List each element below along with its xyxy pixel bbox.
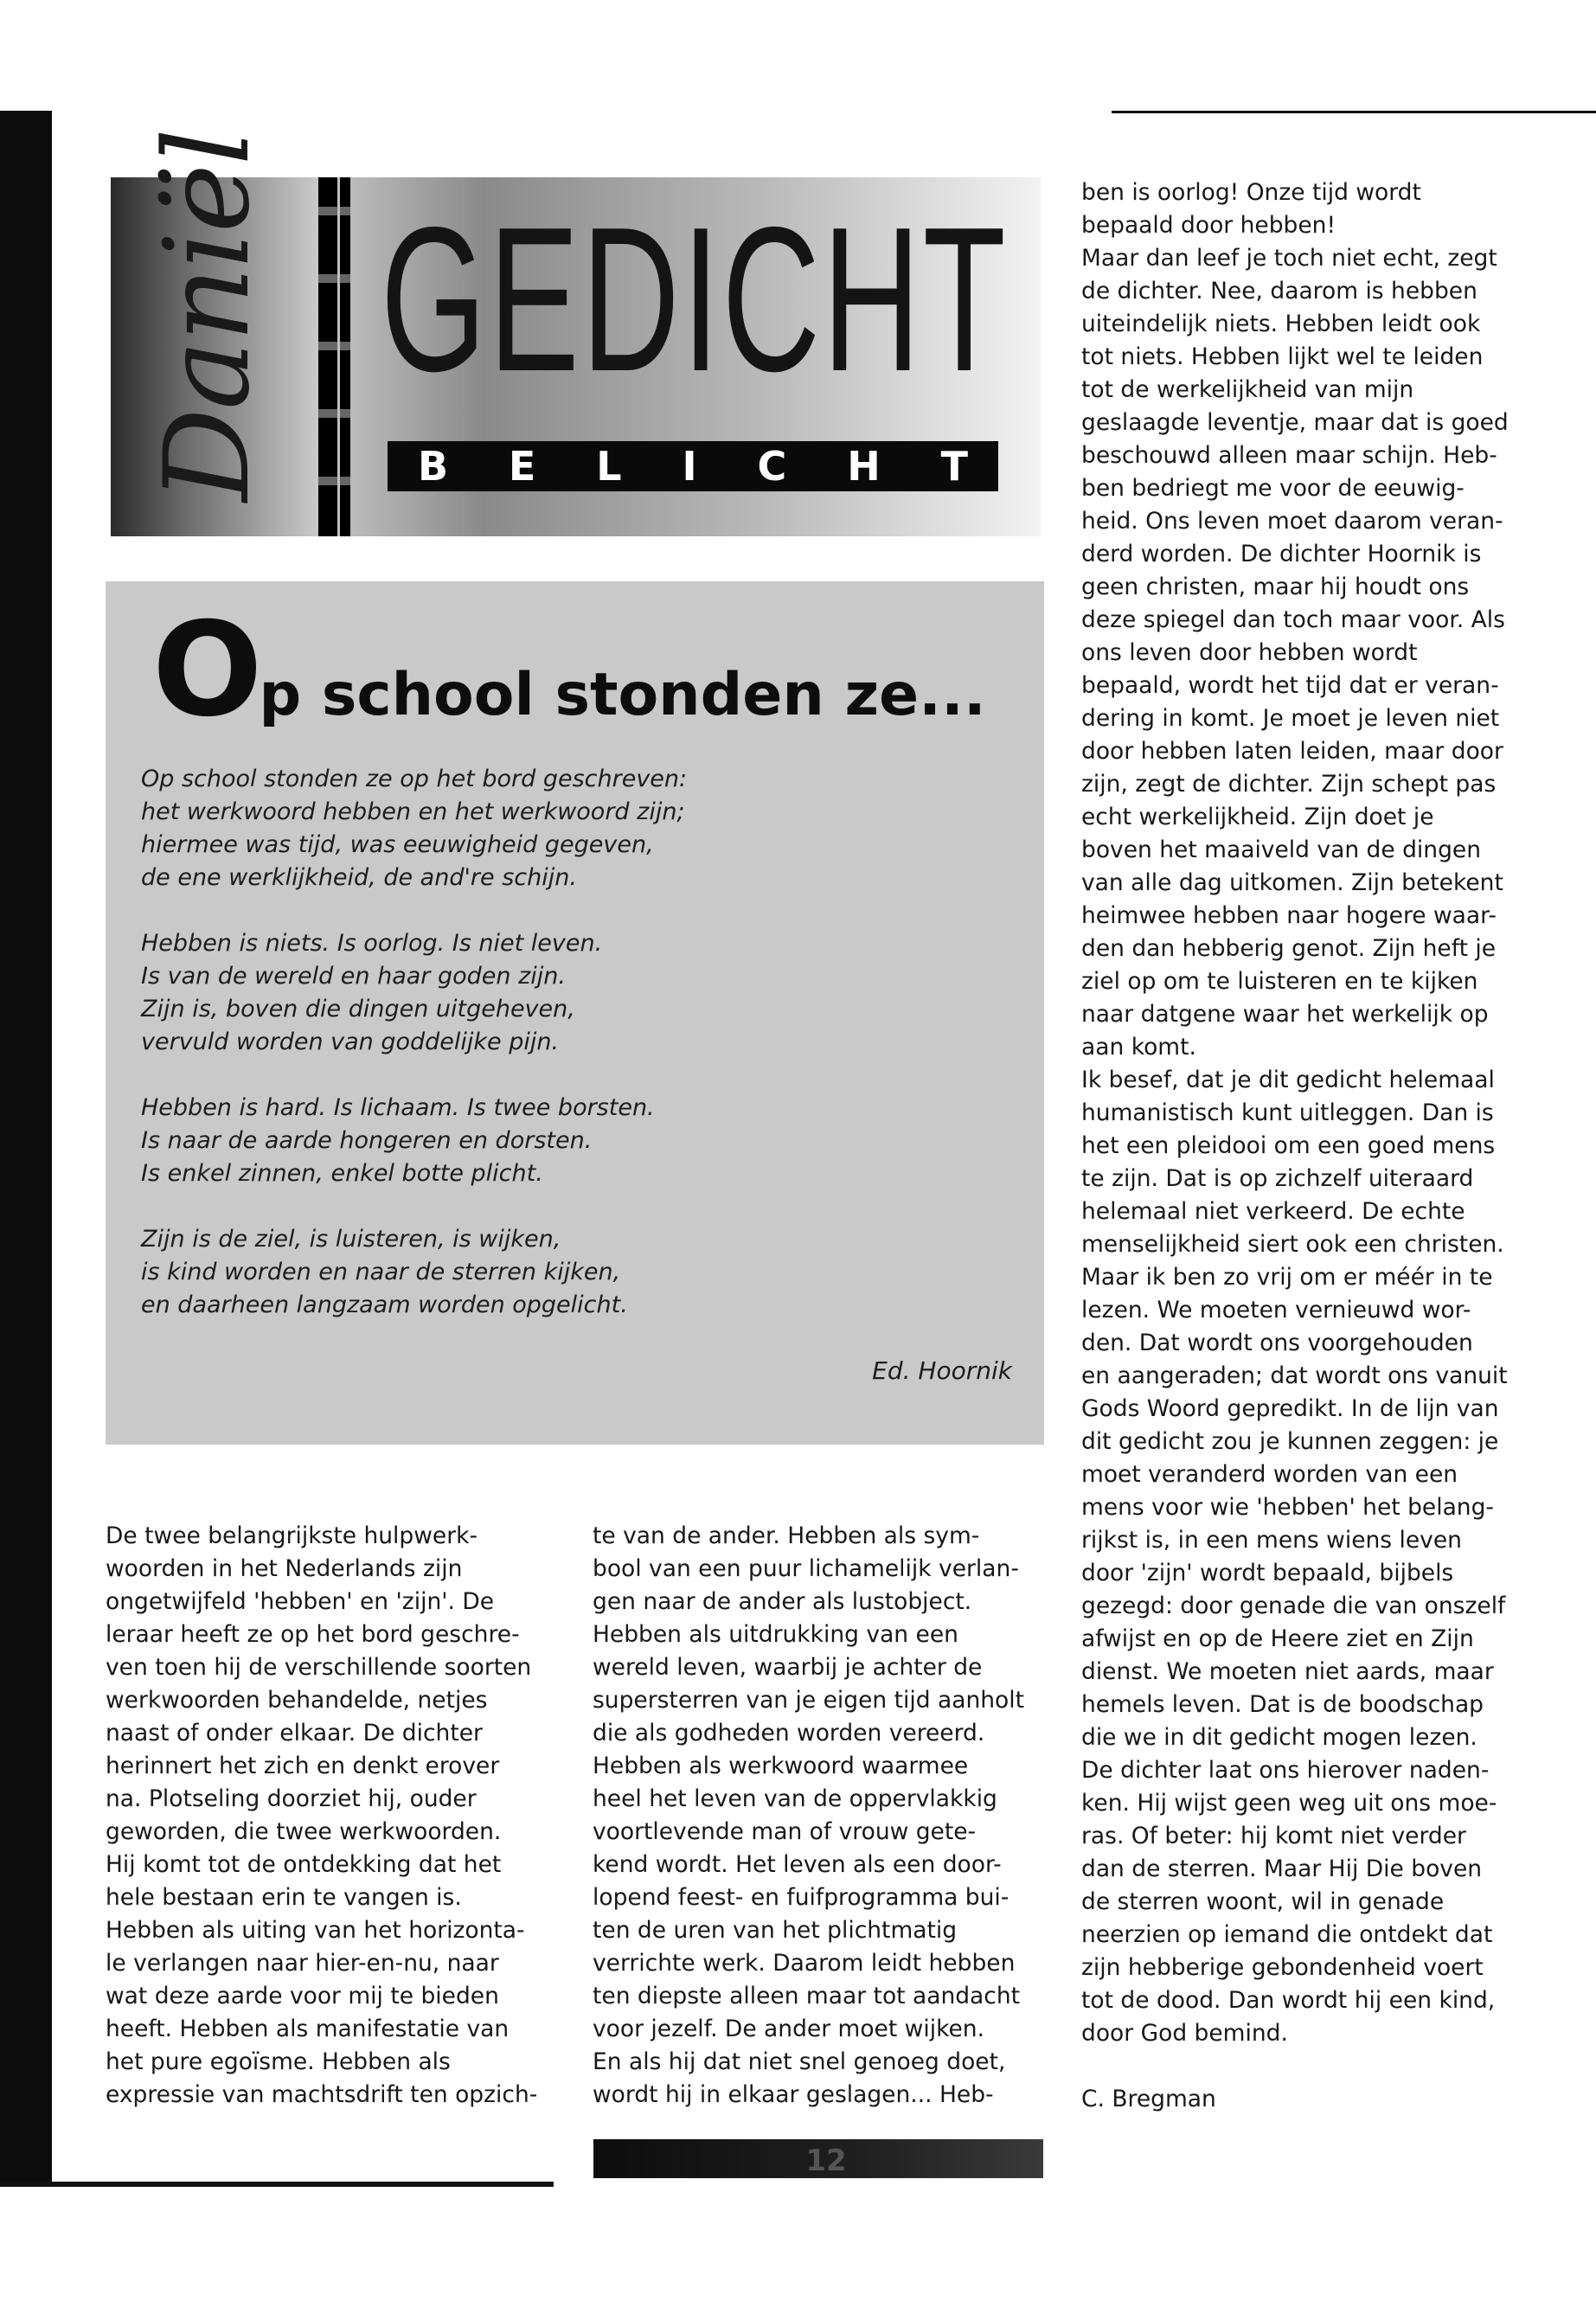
- article-line: aan komt.: [1081, 1034, 1196, 1061]
- article-line: te zijn. Dat is op zichzelf uiteraard: [1081, 1165, 1474, 1192]
- sub-letter: L: [596, 443, 622, 490]
- article-line: hemels leven. Dat is de boodschap: [1081, 1691, 1484, 1718]
- article-line: Ik besef, dat je dit gedicht helemaal: [1081, 1067, 1495, 1093]
- poem-stanza: [141, 1223, 1006, 1322]
- article-line: echt werkelijkheid. Zijn doet je: [1081, 804, 1434, 830]
- poem-title: [152, 595, 1017, 746]
- poem-author: Ed. Hoornik: [872, 1356, 1012, 1385]
- poem-stanza: [141, 1092, 1006, 1190]
- poem-line: de ene werklijkheid, de and're schijn.: [141, 864, 577, 891]
- article-line: tot niets. Hebben lijkt wel te leiden: [1081, 343, 1484, 370]
- article-line: dienst. We moeten niet aards, maar: [1081, 1658, 1494, 1685]
- page-number: 12: [805, 2144, 847, 2178]
- article-line: door 'zijn' wordt bepaald, bijbels: [1081, 1560, 1454, 1586]
- article-line: moet veranderd worden van een: [1081, 1461, 1458, 1488]
- article-line: ven toen hij de verschillende soorten: [106, 1654, 532, 1681]
- article-line: gen naar de ander als lustobject.: [593, 1588, 972, 1615]
- sub-letter: C: [757, 443, 787, 490]
- article-line: le verlangen naar hier-en-nu, naar: [106, 1950, 499, 1977]
- article-line: ken. Hij wijst geen weg uit ons moe-: [1081, 1790, 1497, 1817]
- article-line: ten de uren van het plichtmatig: [593, 1917, 958, 1944]
- poem-line: Zijn is, boven die dingen uitgeheven,: [141, 996, 575, 1022]
- article-line: menselijkheid siert ook een christen.: [1081, 1231, 1504, 1258]
- article-line: na. Plotseling doorziet hij, ouder: [106, 1785, 477, 1812]
- header-script-word: Daniël: [139, 130, 275, 502]
- article-line: ongetwijfeld 'hebben' en 'zijn'. De: [106, 1588, 495, 1615]
- article-line: expressie van machtsdrift ten opzich-: [106, 2081, 538, 2108]
- poem-stanza: [141, 763, 1006, 894]
- article-line: die we in dit gedicht mogen lezen.: [1081, 1724, 1477, 1751]
- article-column-left: [106, 1520, 568, 2112]
- article-line: ten diepste alleen maar tot aandacht: [593, 1983, 1021, 2009]
- article-line: ons leven door hebben wordt: [1081, 639, 1418, 666]
- article-line: naar datgene waar het werkelijk op: [1081, 1001, 1489, 1028]
- article-line: geworden, die twee werkwoorden.: [106, 1818, 502, 1845]
- article-line: het een pleidooi om een goed mens: [1081, 1132, 1496, 1159]
- article-line: derd worden. De dichter Hoornik is: [1081, 541, 1482, 567]
- article-line: Hebben als uiting van het horizonta-: [106, 1917, 525, 1944]
- poem-line: is kind worden en naar de sterren kijken,: [141, 1259, 621, 1285]
- article-line: helemaal niet verkeerd. De echte: [1081, 1198, 1465, 1225]
- article-line: ras. Of beter: hij komt niet verder: [1081, 1823, 1466, 1849]
- wave-ornament-left: [318, 177, 337, 536]
- poem-stanza: [141, 927, 1006, 1059]
- article-line: kend wordt. Het leven als een door-: [593, 1851, 1002, 1878]
- poem-line: Zijn is de ziel, is luisteren, is wijken,: [141, 1226, 561, 1253]
- article-line: heeft. Hebben als manifestatie van: [106, 2016, 510, 2042]
- article-line: dering in komt. Je moet je leven niet: [1081, 705, 1500, 732]
- poem-line: Is naar de aarde hongeren en dorsten.: [141, 1127, 593, 1154]
- article-line: herinnert het zich en denkt erover: [106, 1753, 500, 1779]
- article-line: dan de sterren. Maar Hij Die boven: [1081, 1856, 1483, 1882]
- poem-line: het werkwoord hebben en het werkwoord zijn;: [141, 798, 685, 825]
- article-line: zijn, zegt de dichter. Zijn schept pas: [1081, 771, 1497, 798]
- article-line: voortlevende man of vrouw gete-: [593, 1818, 977, 1845]
- header-main-word: GEDICHT: [381, 185, 1009, 414]
- article-line: lezen. We moeten vernieuwd wor-: [1081, 1297, 1471, 1324]
- article-line: boven het maaiveld van de dingen: [1081, 836, 1481, 863]
- article-line: werkwoorden behandelde, netjes: [106, 1687, 488, 1714]
- article-line: door hebben laten leiden, maar door: [1081, 738, 1503, 765]
- sub-letter: H: [847, 443, 881, 490]
- article-line: den dan hebberig genot. Zijn heft je: [1081, 935, 1497, 962]
- article-line: ben bedriegt me voor de eeuwig-: [1081, 475, 1465, 502]
- article-line: naast of onder elkaar. De dichter: [106, 1720, 483, 1747]
- article-line: mens voor wie 'hebben' het belang-: [1081, 1494, 1494, 1521]
- article-line: den. Dat wordt ons voorgehouden: [1081, 1330, 1473, 1356]
- article-line: tot de dood. Dan wordt hij een kind,: [1081, 1987, 1496, 2014]
- article-line: geen christen, maar hij houdt ons: [1081, 574, 1470, 600]
- article-line: tot de werkelijkheid van mijn: [1081, 376, 1414, 403]
- poem-text: [141, 763, 1006, 1334]
- article-line: die als godheden worden vereerd.: [593, 1720, 985, 1747]
- article-line: verrichte werk. Daarom leidt hebben: [593, 1950, 1016, 1977]
- sub-letter: B: [417, 443, 449, 490]
- article-line: het pure egoïsme. Hebben als: [106, 2048, 451, 2075]
- article-line: heel het leven van de oppervlakkig: [593, 1785, 997, 1812]
- sub-letter: I: [682, 443, 697, 490]
- article-line: Maar ik ben zo vrij om er méér in te: [1081, 1264, 1493, 1291]
- poem-line: Hebben is niets. Is oorlog. Is niet leven.: [141, 930, 603, 957]
- poem-line: Hebben is hard. Is lichaam. Is twee borsten.: [141, 1094, 655, 1121]
- poem-line: Is van de wereld en haar goden zijn.: [141, 963, 566, 990]
- article-line: van alle dag uitkomen. Zijn betekent: [1081, 869, 1503, 896]
- article-line: Gods Woord gepredikt. In de lijn van: [1081, 1395, 1499, 1422]
- article-line: En als hij dat niet snel genoeg doet,: [593, 2048, 1006, 2075]
- article-line: ben is oorlog! Onze tijd wordt: [1081, 179, 1421, 206]
- poem-line: Is enkel zinnen, enkel botte plicht.: [141, 1160, 543, 1187]
- article-line: rijkst is, in een mens wiens leven: [1081, 1527, 1462, 1554]
- bottom-rule: [0, 2182, 554, 2187]
- article-line: wordt hij in elkaar geslagen... Heb-: [593, 2081, 994, 2108]
- article-line: de sterren woont, wil in genade: [1081, 1888, 1445, 1915]
- article-line: dit gedicht zou je kunnen zeggen: je: [1081, 1428, 1499, 1455]
- scan-left-edge: [0, 111, 52, 2187]
- article-line: beschouwd alleen maar schijn. Heb-: [1081, 442, 1497, 469]
- article-line: De dichter laat ons hierover naden-: [1081, 1757, 1490, 1784]
- article-line: bepaald door hebben!: [1081, 212, 1336, 239]
- article-line: wereld leven, waarbij je achter de: [593, 1654, 983, 1681]
- article-line: de dichter. Nee, daarom is hebben: [1081, 278, 1477, 304]
- poem-title-rest: p school stonden ze...: [259, 661, 986, 729]
- article-line: afwijst en op de Heere ziet en Zijn: [1081, 1625, 1474, 1652]
- article-line: humanistisch kunt uitleggen. Dan is: [1081, 1099, 1494, 1126]
- article-line: gezegd: door genade die van onszelf: [1081, 1593, 1506, 1619]
- article-line: ziel op om te luisteren en te kijken: [1081, 968, 1478, 995]
- poem-line: Op school stonden ze op het bord geschreven:: [141, 766, 688, 792]
- article-column-right: [1081, 176, 1548, 2116]
- article-line: bepaald, wordt het tijd dat er veran-: [1081, 672, 1499, 699]
- sub-letter: E: [508, 443, 536, 490]
- article-author: C. Bregman: [1081, 2086, 1216, 2112]
- article-line: te van de ander. Hebben als sym-: [593, 1522, 980, 1549]
- article-line: Hebben als uitdrukking van een: [593, 1621, 958, 1648]
- article-line: hele bestaan erin te vangen is.: [106, 1884, 462, 1911]
- article-line: uiteindelijk niets. Hebben leidt ook: [1081, 311, 1481, 337]
- article-line: zijn hebberige gebondenheid voert: [1081, 1954, 1484, 1981]
- article-line: en aangeraden; dat wordt ons vanuit: [1081, 1362, 1508, 1389]
- article-line: De twee belangrijkste hulpwerk-: [106, 1522, 478, 1549]
- article-line: heimwee hebben naar hogere waar-: [1081, 902, 1497, 929]
- wave-ornament-right: [340, 177, 350, 536]
- article-line: leraar heeft ze op het bord geschre-: [106, 1621, 520, 1648]
- poem-title-initial: O: [152, 595, 260, 746]
- sub-letter: T: [940, 443, 968, 490]
- article-line: geslaagde leventje, maar dat is goed: [1081, 409, 1509, 436]
- article-line: lopend feest- en fuifprogramma bui-: [593, 1884, 1010, 1911]
- poem-line: hiermee was tijd, was eeuwigheid gegeven,: [141, 831, 654, 858]
- article-line: Hebben als werkwoord waarmee: [593, 1753, 969, 1779]
- article-line: door God bemind.: [1081, 2020, 1288, 2047]
- article-line: voor jezelf. De ander moet wijken.: [593, 2016, 984, 2042]
- article-line: heid. Ons leven moet daarom veran-: [1081, 508, 1503, 535]
- article-line: supersterren van je eigen tijd aanholt: [593, 1687, 1025, 1714]
- header-sub-bar: [388, 441, 998, 491]
- article-line: Maar dan leef je toch niet echt, zegt: [1081, 245, 1497, 272]
- article-line: bool van een puur lichamelijk verlan-: [593, 1555, 1019, 1582]
- poem-line: en daarheen langzaam worden opgelicht.: [141, 1292, 628, 1318]
- article-line: deze spiegel dan toch maar voor. Als: [1081, 606, 1505, 633]
- article-line: woorden in het Nederlands zijn: [106, 1555, 463, 1582]
- article-line: Hij komt tot de ontdekking dat het: [106, 1851, 502, 1878]
- article-line: neerzien op iemand die ontdekt dat: [1081, 1921, 1493, 1948]
- article-line: wat deze aarde voor mij te bieden: [106, 1983, 499, 2009]
- poem-line: vervuld worden van goddelijke pijn.: [141, 1029, 560, 1055]
- top-rule: [1112, 111, 1596, 113]
- article-column-middle: [593, 1520, 1055, 2112]
